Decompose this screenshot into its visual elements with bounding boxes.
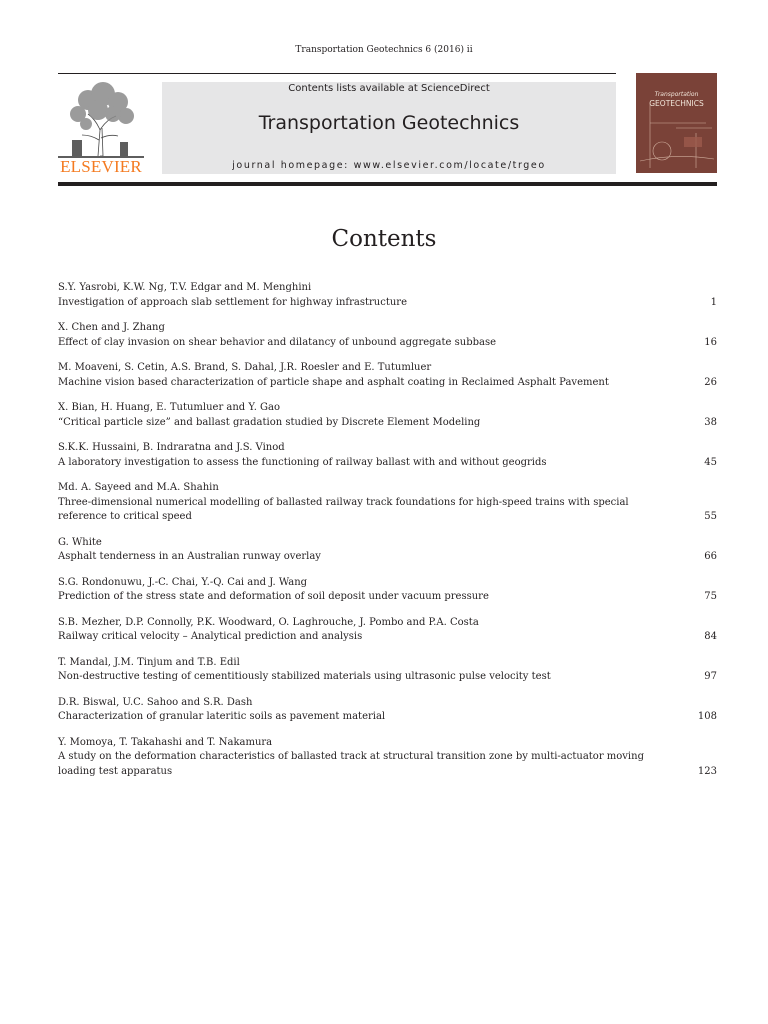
contents-heading: Contents: [331, 226, 437, 252]
toc-entry[interactable]: [58, 536, 717, 565]
entry-page-number: 26: [704, 376, 717, 388]
toc-entry[interactable]: [58, 281, 717, 310]
journal-banner: [162, 82, 616, 174]
toc-entry[interactable]: [58, 481, 717, 525]
entry-authors: D.R. Biswal, U.C. Sahoo and S.R. Dash: [58, 696, 253, 708]
entry-authors: X. Chen and J. Zhang: [58, 322, 165, 333]
entry-page-number: 16: [704, 336, 717, 348]
entry-page-number: 55: [704, 511, 717, 522]
entry-page-number: 38: [704, 416, 717, 428]
entry-page-number: 123: [697, 765, 717, 777]
toc-entry[interactable]: [58, 576, 717, 605]
header-rule: [58, 73, 616, 74]
entry-authors: S.Y. Yasrobi, K.W. Ng, T.V. Edgar and M. Menghini: [58, 282, 312, 293]
entry-title[interactable]: Three-dimensional numerical modelling of ballasted railway track foundations for high-speed trains with special reference to critical speed: [58, 496, 629, 522]
entry-page-number: 84: [704, 631, 717, 642]
journal-homepage-link[interactable]: journal homepage: www.elsevier.com/locate/trgeo: [232, 160, 546, 171]
running-head: Transportation Geotechnics 6 (2016) ii: [295, 45, 473, 55]
entry-title[interactable]: Prediction of the stress state and deformation of soil deposit under vacuum pressure: [58, 591, 489, 602]
entry-title[interactable]: Railway critical velocity – Analytical prediction and analysis: [58, 631, 363, 642]
toc-entry[interactable]: [58, 441, 717, 470]
entry-authors: T. Mandal, J.M. Tinjum and T.B. Edil: [58, 656, 240, 668]
elsevier-wordmark: ELSEVIER: [60, 157, 142, 176]
toc-entry[interactable]: [58, 696, 717, 725]
entry-page-number: 1: [710, 296, 717, 308]
entry-title[interactable]: A study on the deformation characteristics of ballasted track at structural transition zone by multi-actuator moving loading test apparatus: [58, 751, 644, 777]
entry-page-number: 108: [697, 711, 717, 722]
entry-page-number: 75: [704, 591, 717, 602]
entry-page-number: 66: [704, 551, 717, 562]
entry-title[interactable]: A laboratory investigation to assess the functioning of railway ballast with and without geogrids: [58, 456, 547, 468]
entry-authors: Md. A. Sayeed and M.A. Shahin: [58, 482, 219, 493]
entry-authors: S.B. Mezher, D.P. Connolly, P.K. Woodward, O. Laghrouche, J. Pombo and P.A. Costa: [58, 616, 479, 628]
entry-title[interactable]: Characterization of granular lateritic soils as pavement material: [58, 711, 386, 722]
entry-title[interactable]: “Critical particle size” and ballast gradation studied by Discrete Element Modeling: [58, 416, 481, 428]
toc-entry[interactable]: [58, 401, 717, 430]
tree-icon: [58, 80, 144, 158]
entry-authors: S.K.K. Hussaini, B. Indraratna and J.S. Vinod: [58, 442, 285, 453]
cover-artwork-icon: [636, 73, 717, 173]
toc-entry[interactable]: [58, 736, 717, 780]
toc-entry[interactable]: [58, 656, 717, 685]
cover-title-line2: GEOTECHNICS: [649, 99, 704, 108]
toc-entry[interactable]: [58, 321, 717, 350]
table-of-contents: [58, 281, 717, 779]
masthead-rule: [58, 182, 717, 186]
entry-authors: G. White: [58, 536, 102, 548]
entry-page-number: 97: [704, 671, 717, 682]
entry-title[interactable]: Investigation of approach slab settlement for highway infrastructure: [58, 296, 408, 308]
toc-entry[interactable]: [58, 361, 717, 390]
entry-page-number: 45: [704, 456, 717, 468]
sciencedirect-availability[interactable]: Contents lists available at ScienceDirect: [288, 83, 490, 94]
toc-entry[interactable]: [58, 616, 717, 645]
entry-title[interactable]: Machine vision based characterization of particle shape and asphalt coating in Reclaimed Asphalt Pavement: [58, 376, 609, 388]
entry-title[interactable]: Effect of clay invasion on shear behavior and dilatancy of unbound aggregate subbase: [58, 336, 497, 348]
journal-title: Transportation Geotechnics: [258, 112, 520, 134]
entry-title[interactable]: Non-destructive testing of cementitiously stabilized materials using ultrasonic pulse velocity test: [58, 671, 551, 682]
entry-authors: Y. Momoya, T. Takahashi and T. Nakamura: [58, 736, 273, 748]
journal-cover-thumbnail: [636, 73, 717, 173]
entry-authors: M. Moaveni, S. Cetin, A.S. Brand, S. Dahal, J.R. Roesler and E. Tutumluer: [58, 362, 432, 373]
cover-title-line1: Transportation: [654, 91, 699, 98]
entry-title[interactable]: Asphalt tenderness in an Australian runway overlay: [58, 551, 321, 562]
entry-authors: S.G. Rondonuwu, J.-C. Chai, Y.-Q. Cai and J. Wang: [58, 576, 308, 588]
entry-authors: X. Bian, H. Huang, E. Tutumluer and Y. Gao: [58, 402, 281, 413]
